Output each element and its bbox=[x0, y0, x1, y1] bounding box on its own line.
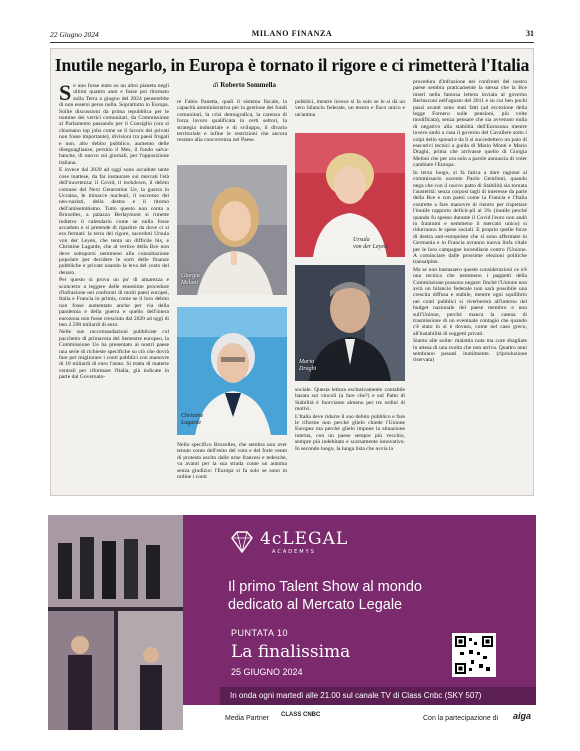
photo-meloni bbox=[177, 165, 287, 295]
article-box bbox=[50, 48, 534, 496]
paragraph: E invece dal 2020 ad oggi sono accadute tante cose inattese, da far instaurare sui mercati l'età dell'incertezza: il Covid, il lockdown, il debito comune del Next Generation Ue, la guerra in Ucraina, le minacce nucleari, il successo dei neo-nazisti, della destra e il ritorno dell'antisemitismo. Tutto questo non conta a Bruxelles, a palazzo Berlaymont si rimette indietro il calendario come se nulla fosse accaduto e si pretende di ripartire da dove ci si era fermati: la terra del rigore, sacerdoti Ursula von der Leyen, che tenta un difficile bis, e Christine Lagarde, che al vertice della Bce non deve sottoporsi nemmeno alla consultazione popolare per decidere le sorti delle finanze pubbliche e private usando la leva del costo del denaro. bbox=[59, 167, 169, 276]
article-column-3-bottom bbox=[295, 387, 405, 493]
media-partner-label: Media Partner bbox=[225, 715, 269, 722]
paragraph: L'Italia deve ridurre il suo debito pubblico e fare le riforme non perché glielo chiede l'Unione Europea ma perché glielo impone la situazione interna, con un paese sempre più vecchio, sempre più indebitato e scarsamente innovativo. In secondo luogo, la lunga lista che avvia la bbox=[295, 413, 405, 452]
article-headline: Inutile negarlo, in Europa è tornato il rigore e ci rimetterà l'Italia bbox=[54, 55, 530, 75]
ad-brand-subtitle: ACADEMYS bbox=[272, 549, 316, 555]
header-rule bbox=[50, 42, 534, 43]
page-number: 31 bbox=[526, 29, 534, 38]
caption-von-der-leyen: Ursula von der Leyen bbox=[353, 237, 387, 250]
article-byline bbox=[213, 81, 276, 89]
ad-episode: PUNTATA 10 bbox=[231, 628, 289, 638]
advertisement-banner[interactable] bbox=[48, 515, 536, 730]
von-der-leyen-portrait bbox=[295, 133, 405, 257]
paragraph: re Fabio Panetta, quali il sistema fiscale, la capacità amministrativa per la gestione dei fondi comunitari, la crisi demografica, la carenza di forza lavoro qualificata in certi settori, la strategia industriale e di sviluppo, il divario territoriale e infine le restrizioni che ancora restano alla concorrenza nel Paese. bbox=[177, 99, 287, 144]
paragraph: sociale. Questa lettura esclusivamente contabile basata sui vincoli (a fare che?) e sul Patto di Stabilità è fuorviante almeno per tre ordini di motivi. bbox=[295, 387, 405, 413]
paragraph: Nelle sue raccomandazioni pubblicate col pacchetto di primavera del Semestre europeo, la Commissione Ue ha presentato ai nostri paese una serie di richieste specifiche su ciò che dovrà fare per migliorare i conti pubblici con manovre di 10 miliardi di euro l'anno. Si tratta di materie centrali per riformare l'Italia, già indicate in parte dal Governato- bbox=[59, 329, 169, 381]
paragraph: In terzo luogo, si fa fatica a dare ragione al commissario uscente Paolo Gentiloni, quando nega che con il nuovo patto di Stabilità sia tornata l'austerità: senza corposi tagli di interesse da parte della Bce e con paesi come la Francia e l'Italia costrette a fare manovre di rientro per rispettare l'inutile rapporto deficit-pil al 3% (inutile perché quando fu spesso durante il Covid l'euro non andò in frantumi e nemmeno il mercato unico) si ridurranno le spese sociali. E proprio quelle forze di destra anti-europeiste che si sono affermate in Germania e in Francia avranno nuova linfa vitale per le loro campagne incendiarie contro l'Unione. A cominciare dalle prossime elezioni politiche transalpine. bbox=[413, 169, 527, 266]
dropcap: S bbox=[59, 83, 72, 105]
class-cnbc-logo: CLASS CNBC bbox=[281, 712, 321, 718]
issue-date: 22 Giugno 2024 bbox=[50, 30, 99, 39]
article-column-4 bbox=[413, 79, 527, 493]
ad-footer bbox=[183, 705, 536, 730]
photo-lagarde bbox=[177, 307, 287, 435]
publication-name: MILANO FINANZA bbox=[251, 29, 333, 38]
ad-brand-name: 4cLEGAL bbox=[260, 529, 349, 549]
article-column-2-top bbox=[177, 99, 287, 159]
paragraph: Se uno fosse stato su un altro pianeta negli ultimi quattro anni e fosse poi ritornato sulla Terra a giugno del 2024 penserebbe di non essersi perso nulla. Soprattutto in Europa. Solite discussioni da prima repubblica per le nomine dei vertici comunitari, da Commissione al Parlamento passando per il Consiglio (ora si chiamano top jobs come se il lavoro dei privati non fosse importante), divisioni tra paesi frugali e non, alto debito pubblico, aumento delle diseguaglianze, persino il Mes, il fondo salva-banche, di nuovo sui giornali, per l'opposizione italiana. bbox=[59, 83, 169, 166]
participation-label: Con la partecipazione di bbox=[423, 715, 499, 722]
author-name: Roberto Sommella bbox=[220, 81, 276, 89]
ad-broadcast-info: In onda ogni martedì alle 21.00 sul canale TV di Class Cnbc (SKY 507) bbox=[220, 687, 536, 705]
ad-photo-collage bbox=[48, 515, 183, 730]
paragraph: Ma se non bastassero queste considerazioni ce n'è una tecnica che nemmeno i pappetti della Commissione possono negare: finché l'Unione non avrà un bilancio federale non sarà possibile una crescita diffusa e stabile, mentre ogni squilibrio nei conti pubblici si riverbererà all'interno del budget nazionale del paese membro e non sull'Unione, perché manca la catena di trasmissione di un eventuale contagio che quando c'è stato lo si è dovuto, come nel caso greco, all'instabilità di soggetti privati. bbox=[413, 266, 527, 337]
paragraph: pubblici, mentre invece si fa solo se le si dà un vero bilancio federale, un tesoro e fisco unico e un'anima bbox=[295, 99, 405, 118]
article-column-1 bbox=[59, 83, 169, 493]
byline-prefix: di bbox=[213, 81, 219, 89]
paragraph: Siamo alle solite: malattia nota ma cure sbagliate in attesa di una svolta che non arriva. Quattro anni sembrano passati inutilmente. (riproduzione riservata) bbox=[413, 338, 527, 364]
caption-meloni: Giorgia Meloni bbox=[181, 273, 200, 286]
diamond-logo-icon bbox=[228, 528, 256, 556]
paragraph: Per questo si prova un po' di amarezza e sconcerto a leggere delle ennesime procedure d'infrazione nei confronti di molti paesi europei, Italia e Francia in primis, come se il loro debito non fosse aumentato anche per via della pandemia e della guerra e quello dell'intera eurozona non fosse cresciuto dal 2020 ad oggi di ben 2.598 miliardi di euro. bbox=[59, 277, 169, 329]
paragraph: Nello specifico Bruxelles, che sembra non aver tenuto conto dell'esito del voto e del forte vento di protesta uscito dalle urne francesi e tedesche, va avanti per la sua strada come un automa senza giudizio: l'Europa si fa solo se sono in ordine i conti bbox=[177, 442, 287, 481]
caption-draghi: Mario Draghi bbox=[299, 359, 317, 372]
ad-date: 25 GIUGNO 2024 bbox=[231, 667, 303, 677]
qr-code-icon[interactable] bbox=[452, 633, 496, 677]
article-column-3-top bbox=[295, 99, 405, 127]
ad-title: Il primo Talent Show al mondo dedicato al Mercato Legale bbox=[228, 579, 422, 613]
aiga-logo: aiga bbox=[513, 711, 532, 721]
ad-finale-title: La finalissima bbox=[231, 642, 351, 662]
page-header bbox=[50, 28, 534, 42]
photo-draghi bbox=[295, 265, 405, 381]
photo-von-der-leyen bbox=[295, 133, 405, 257]
paragraph: procedura d'infrazione nei confronti del nostro paese sembra praticamente la stessa che la Bce inserì nella famosa lettera inviata al governo Berlusconi nell'agosto del 2011 e su cui ben pochi passi avanti sono stati fatti (ad eccezione della legge Fornero sulle pensioni, più volte modificata), senza pensare che sia avvenuto nulla di negativo alla stabilità dell'Eurozona mentre invece andò a casa il governo del Cavaliere sotto i colpi dello spread e da lì si succedettero un paio di esecutivi tecnici a guida di Mario Monti e Mario Draghi, prima che arrivasse quello di Giorgia Meloni che per ora solo a parole annuncia di voler cambiare l'Europa. bbox=[413, 79, 527, 169]
caption-lagarde: Christine Lagarde bbox=[181, 413, 204, 426]
ad-people-photos bbox=[48, 515, 183, 730]
article-column-2-bottom bbox=[177, 442, 287, 494]
